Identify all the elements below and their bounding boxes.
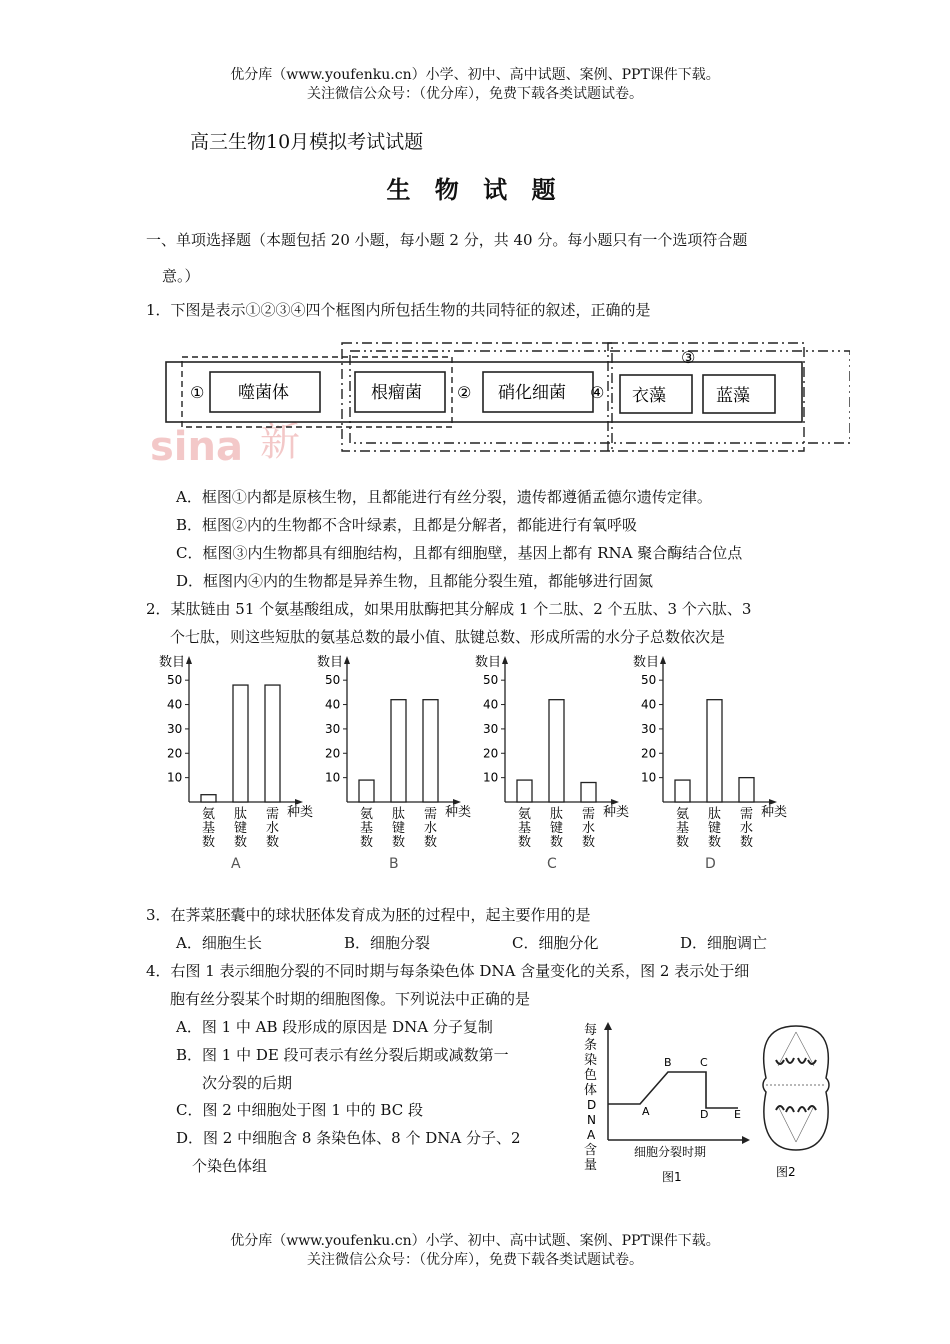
chart-d-bar-3	[739, 778, 754, 802]
chart-c-category-3-char-3: 数	[582, 835, 596, 850]
chart-c-category-2-char-3: 数	[550, 835, 564, 850]
chart-d-category-3-char-3: 数	[740, 835, 754, 850]
chart-a-category-3-char-3: 数	[266, 835, 280, 850]
chart-c-ytick-label-30: 30	[483, 721, 499, 736]
chart-d-bar-2	[707, 700, 722, 802]
chart-c-category-2-char-2: 键	[550, 821, 564, 836]
chart-c-ytick-label-20: 20	[483, 746, 499, 761]
chart-a-category-1-char-3: 数	[202, 835, 216, 850]
q3-option-b: B．细胞分裂	[344, 934, 431, 952]
point-a: A	[642, 1105, 650, 1118]
chart-a-bar-1	[201, 795, 216, 802]
chart-c-bar-2	[549, 700, 564, 802]
chart-d-y-arrow	[660, 656, 666, 664]
chart-c-ylabel: 数目	[475, 655, 502, 670]
chart-d-bar-1	[675, 780, 690, 802]
chart-b-bar-3	[423, 700, 438, 802]
q1-option-d: D．框图内④内的生物都是异养生物，且都能分裂生殖，都能够进行固氮	[176, 572, 654, 590]
fig1-dna-curve	[608, 1072, 738, 1108]
label-circle-1: ①	[190, 383, 205, 402]
q3-stem: 3．在荠菜胚囊中的球状胚体发育成为胚的过程中，起主要作用的是	[146, 906, 591, 924]
chart-b-y-arrow	[344, 656, 350, 664]
chart-d-ylabel: 数目	[633, 655, 660, 670]
q2-stem-line-2: 个七肽，则这些短肽的氨基总数的最小值、肽键总数、形成所需的水分子总数依次是	[170, 628, 726, 646]
fig2-caption: 图2	[776, 1165, 796, 1179]
chart-d-category-1-char-3: 数	[676, 835, 690, 850]
q4-option-a: A．图 1 中 AB 段形成的原因是 DNA 分子复制	[176, 1018, 493, 1036]
q4-stem-line-2: 胞有丝分裂某个时期的细胞图像。下列说法中正确的是	[170, 990, 531, 1008]
chart-b-xlabel: 种类	[445, 805, 472, 820]
q2-bar-charts	[145, 650, 805, 880]
chart-a-category-1-char-2: 基	[202, 821, 216, 836]
svg-text:每: 每	[584, 1023, 598, 1038]
chart-b-category-2-char-1: 肽	[392, 807, 406, 822]
chart-b-category-1-char-1: 氨	[360, 807, 374, 822]
fig2-cell	[763, 1026, 829, 1150]
chart-a-ytick-label-10: 10	[167, 770, 183, 785]
q1-option-b: B．框图②内的生物都不含叶绿素，且都是分解者，都能进行有氧呼吸	[176, 516, 638, 534]
q4-option-b-line-2: 次分裂的后期	[202, 1074, 293, 1092]
section-1-line-2: 意。）	[162, 267, 200, 285]
chart-b-ytick-label-50: 50	[325, 673, 341, 688]
svg-text:量: 量	[584, 1158, 598, 1173]
chart-c-title: C	[547, 856, 557, 872]
chart-b-ytick-label-30: 30	[325, 721, 341, 736]
q2-stem-line-1: 2．某肽链由 51 个氨基酸组成，如果用肽酶把其分解成 1 个二肽、2 个五肽、3 个六肽、3	[146, 600, 752, 618]
chart-b-category-2-char-2: 键	[392, 821, 406, 836]
fig1-x-arrow	[742, 1136, 750, 1144]
chart-b-ytick-label-10: 10	[325, 770, 341, 785]
q4-option-d-line-1: D．图 2 中细胞含 8 条染色体、8 个 DNA 分子、2	[176, 1129, 521, 1147]
q1-stem: 1．下图是表示①②③④四个框图内所包括生物的共同特征的叙述，正确的是	[146, 301, 651, 319]
q4-stem-line-1: 4．右图 1 表示细胞分裂的不同时期与每条染色体 DNA 含量变化的关系，图 2 表示处于细	[146, 962, 750, 980]
chart-a-xlabel: 种类	[287, 805, 314, 820]
label-circle-2: ②	[457, 383, 472, 402]
chart-c-category-1-char-2: 基	[518, 821, 532, 836]
chart-b-category-3-char-2: 水	[424, 821, 438, 836]
chart-b-bar-1	[359, 780, 374, 802]
point-e: E	[734, 1108, 741, 1121]
svg-text:A: A	[587, 1128, 596, 1142]
q4-option-d-line-2: 个染色体组	[192, 1157, 268, 1175]
fig1-ylabel	[584, 1023, 597, 1173]
label-circle-4: ④	[590, 383, 605, 402]
chart-d-title: D	[705, 856, 716, 872]
chart-d-ytick-label-30: 30	[641, 721, 657, 736]
chart-a-category-3-char-2: 水	[266, 821, 280, 836]
q3-option-d: D．细胞调亡	[680, 934, 768, 952]
chart-a-bar-3	[265, 685, 280, 802]
q4-option-b-line-1: B．图 1 中 DE 段可表示有丝分裂后期或减数第一	[176, 1046, 509, 1064]
svg-text:条: 条	[584, 1038, 598, 1053]
svg-text:D: D	[587, 1098, 597, 1112]
svg-text:含: 含	[584, 1143, 598, 1158]
q4-option-c: C．图 2 中细胞处于图 1 中的 BC 段	[176, 1101, 423, 1119]
label-rhizobium: 根瘤菌	[371, 383, 422, 403]
chart-a-y-arrow	[186, 656, 192, 664]
fig1-xlabel: 细胞分裂时期	[634, 1145, 707, 1159]
point-c: C	[700, 1056, 708, 1069]
chart-d-category-1-char-2: 基	[676, 821, 690, 836]
chart-a-category-3-char-1: 需	[266, 807, 280, 822]
q3-option-a: A．细胞生长	[176, 934, 262, 952]
watermark-cn: 新	[260, 419, 300, 465]
chart-a-category-1-char-1: 氨	[202, 807, 216, 822]
chart-c-ytick-label-40: 40	[483, 697, 499, 712]
header-line-1: 优分库（www.youfenku.cn）小学、初中、高中试题、案例、PPT课件下载。	[230, 67, 720, 83]
chart-c-category-3-char-1: 需	[582, 807, 596, 822]
footer-line-2: 关注微信公众号：（优分库），免费下载各类试题试卷。	[307, 1252, 643, 1268]
q4-figure	[578, 1018, 840, 1190]
chart-c-bar-1	[517, 780, 532, 802]
chart-b-category-3-char-1: 需	[424, 807, 438, 822]
chart-d-category-1-char-1: 氨	[676, 807, 690, 822]
q1-figure	[150, 335, 850, 470]
point-d: D	[700, 1108, 709, 1121]
chart-d-ytick-label-50: 50	[641, 673, 657, 688]
chart-a-ytick-label-50: 50	[167, 673, 183, 688]
chart-b-bar-2	[391, 700, 406, 802]
point-b: B	[664, 1056, 672, 1069]
fig1-caption: 图1	[662, 1170, 682, 1184]
label-chlamydomonas: 衣藻	[632, 386, 666, 406]
chart-b-title: B	[389, 856, 399, 872]
chart-d-ytick-label-40: 40	[641, 697, 657, 712]
chart-a-ylabel: 数目	[159, 655, 186, 670]
chart-d-category-2-char-2: 键	[708, 821, 722, 836]
label-nitrifying: 硝化细菌	[498, 383, 566, 403]
fig1-y-arrow	[604, 1022, 612, 1030]
chart-c-category-1-char-1: 氨	[518, 807, 532, 822]
watermark-sina: sina	[150, 424, 243, 470]
label-cyanobacteria: 蓝藻	[716, 386, 750, 406]
svg-text:体: 体	[584, 1083, 598, 1098]
chart-c-ytick-label-10: 10	[483, 770, 499, 785]
chart-b-category-1-char-3: 数	[360, 835, 374, 850]
chart-b-category-1-char-2: 基	[360, 821, 374, 836]
chart-c-category-1-char-3: 数	[518, 835, 532, 850]
chart-c-ytick-label-50: 50	[483, 673, 499, 688]
chart-a-category-2-char-2: 键	[234, 821, 248, 836]
chart-d-category-2-char-3: 数	[708, 835, 722, 850]
chart-d-category-3-char-2: 水	[740, 821, 754, 836]
chart-d-category-3-char-1: 需	[740, 807, 754, 822]
chart-b-ytick-label-20: 20	[325, 746, 341, 761]
exam-title: 高三生物10月模拟考试试题	[190, 131, 424, 153]
section-1-line-1: 一、单项选择题（本题包括 20 小题，每小题 2 分，共 40 分。每小题只有一个选项符合题	[146, 231, 748, 249]
chart-d-xlabel: 种类	[761, 805, 788, 820]
chart-c-bar-3	[581, 783, 596, 802]
label-phage: 噬菌体	[238, 383, 289, 403]
chart-c-y-arrow	[502, 656, 508, 664]
chart-a-ytick-label-20: 20	[167, 746, 183, 761]
main-title: 生 物 试 题	[386, 175, 564, 204]
chart-b-ylabel: 数目	[317, 655, 344, 670]
svg-text:染: 染	[584, 1053, 598, 1068]
chart-d-ytick-label-10: 10	[641, 770, 657, 785]
q1-option-a: A．框图①内都是原核生物，且都能进行有丝分裂，遗传都遵循孟德尔遗传定律。	[176, 488, 712, 506]
header-line-2: 关注微信公众号：（优分库），免费下载各类试题试卷。	[307, 86, 643, 102]
chart-a-ytick-label-40: 40	[167, 697, 183, 712]
q1-option-c: C．框图③内生物都具有细胞结构，且都有细胞壁，基因上都有 RNA 聚合酶结合位点	[176, 544, 743, 562]
chart-d-ytick-label-20: 20	[641, 746, 657, 761]
chart-a-category-2-char-1: 肽	[234, 807, 248, 822]
chart-a-ytick-label-30: 30	[167, 721, 183, 736]
chart-a-category-2-char-3: 数	[234, 835, 248, 850]
chart-c-category-3-char-2: 水	[582, 821, 596, 836]
chart-c-xlabel: 种类	[603, 805, 630, 820]
chart-b-category-3-char-3: 数	[424, 835, 438, 850]
chart-b-ytick-label-40: 40	[325, 697, 341, 712]
chart-b-category-2-char-3: 数	[392, 835, 406, 850]
chart-c-category-2-char-1: 肽	[550, 807, 564, 822]
label-circle-3: ③	[681, 348, 696, 367]
q3-option-c: C．细胞分化	[512, 934, 599, 952]
svg-text:色: 色	[584, 1068, 598, 1083]
chart-a-title: A	[231, 856, 241, 872]
svg-text:N: N	[587, 1113, 596, 1127]
footer-line-1: 优分库（www.youfenku.cn）小学、初中、高中试题、案例、PPT课件下载。	[230, 1233, 720, 1249]
chart-a-bar-2	[233, 685, 248, 802]
chart-d-category-2-char-1: 肽	[708, 807, 722, 822]
